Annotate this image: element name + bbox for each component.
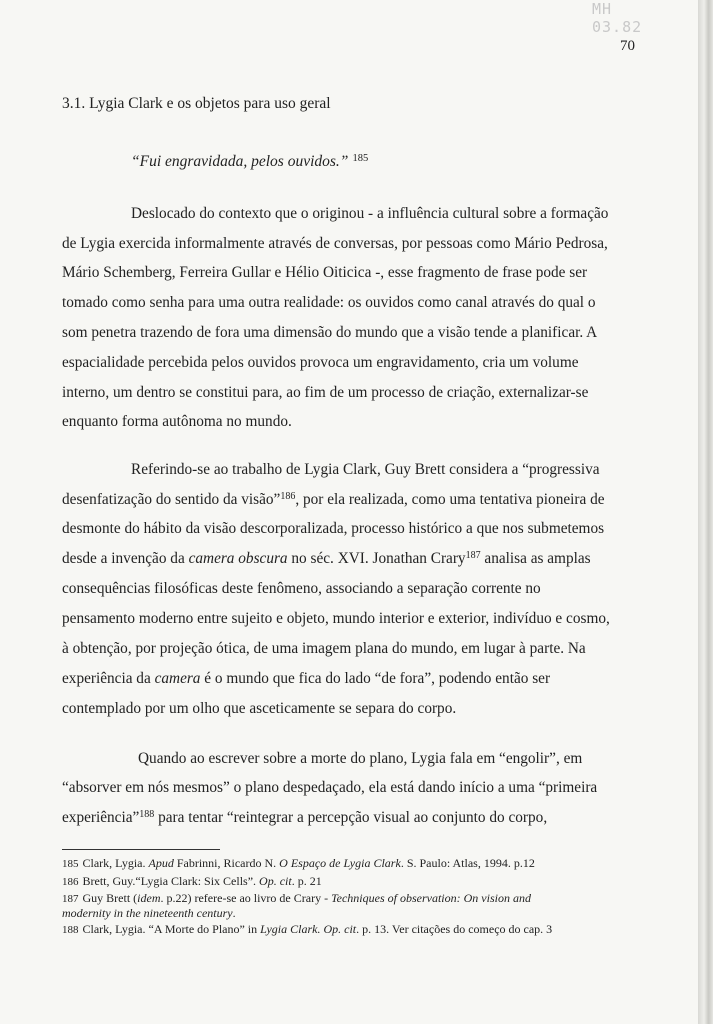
footnote-188: [62, 922, 552, 937]
footnote-divider: [62, 849, 220, 850]
text-run: no séc. XVI. Jonathan Crary: [287, 550, 466, 567]
footnote-number: 187: [62, 893, 79, 905]
paragraph-1-line: enquanto forma autônoma no mundo.: [62, 413, 292, 430]
paragraph-2-line: desmonte do hábito da visão descorporalizada, processo histórico a que nos submetemos: [62, 520, 605, 537]
paragraph-2-line: [62, 550, 591, 568]
footnote-ref-186[interactable]: 186: [280, 491, 296, 502]
text-run: analisa as amplas: [480, 550, 591, 567]
paragraph-1-line: espacialidade percebida pelos ouvidos provoca um engravidamento, cria um volume: [62, 354, 579, 371]
footnote-186: [62, 874, 322, 889]
paragraph-1-line: Mário Schemberg, Ferreira Gullar e Hélio Oiticica -, esse fragmento de frase pode ser: [62, 264, 588, 281]
text-run: Clark, Lygia. “A Morte do Plano” in: [82, 922, 261, 936]
paragraph-2-line: [62, 670, 550, 688]
archive-stamp: MH 03.82: [592, 0, 643, 36]
paragraph-2-line: contemplado por um olho que asceticamente se separa do corpo.: [62, 700, 457, 717]
text-run: Fabrinni, Ricardo N.: [173, 856, 280, 870]
text-run: é o mundo que fica do lado “de fora”, podendo então ser: [200, 670, 551, 687]
footnote-number: 188: [62, 924, 79, 936]
italic-term: Lygia Clark. Op. cit: [260, 922, 357, 936]
paragraph-2-line: [62, 491, 605, 509]
text-run: experiência da: [62, 670, 155, 687]
text-run: .: [232, 906, 236, 920]
paragraph-1-line: de Lygia exercida informalmente através de conversas, por pessoas como Mário Pedrosa,: [62, 235, 608, 252]
paragraph-3-line: [62, 809, 547, 827]
epigraph-ref: 185: [352, 153, 369, 164]
italic-term: modernity in the nineteenth century: [62, 906, 233, 920]
italic-term: camera: [154, 670, 201, 687]
text-run: . p.22) refere-se ao livro de Crary -: [160, 891, 332, 905]
paragraph-2-line: consequências filosóficas deste fenômeno, associando a separação corrente no: [62, 580, 541, 597]
italic-term: O Espaço de Lygia Clark: [279, 856, 401, 870]
paragraph-1-line: interno, um dentro se constitui para, ao fim de um processo de criação, externalizar-se: [62, 384, 589, 401]
italic-term: camera obscura: [188, 550, 288, 567]
text-run: . p. 13. Ver citações do começo do cap. 3: [356, 922, 553, 936]
footnote-ref-187[interactable]: 187: [465, 550, 481, 561]
footnote-187-continued: [62, 906, 236, 920]
text-run: experiência”: [62, 809, 140, 826]
italic-term: Apud: [148, 856, 174, 870]
epigraph-text: “Fui engravidada, pelos ouvidos.”: [131, 153, 349, 170]
paragraph-1-line: som penetra trazendo de fora uma dimensão do mundo que a visão tende a planificar. A: [62, 324, 598, 341]
text-run: . p. 21: [291, 874, 322, 888]
text-run: , por ela realizada, como uma tentativa pioneira de: [295, 491, 605, 508]
italic-term: Techniques of observation: On vision and: [331, 891, 531, 905]
paragraph-1-line: Deslocado do contexto que o originou - a influência cultural sobre a formação: [131, 205, 609, 222]
footnote-number: 185: [62, 858, 79, 870]
text-run: desenfatização do sentido da visão”: [62, 491, 281, 508]
text-run: desde a invenção da: [62, 550, 189, 567]
text-run: Brett, Guy.“Lygia Clark: Six Cells”.: [82, 874, 260, 888]
paragraph-3-line: Quando ao escrever sobre a morte do plano, Lygia fala em “engolir”, em: [138, 750, 583, 767]
paragraph-1-line: tomado como senha para uma outra realidade: os ouvidos como canal através do qual o: [62, 294, 596, 311]
section-title: 3.1. Lygia Clark e os objetos para uso geral: [62, 95, 331, 112]
page-edge: [698, 0, 713, 1024]
paragraph-2-line: Referindo-se ao trabalho de Lygia Clark, Guy Brett considera a “progressiva: [131, 461, 600, 478]
footnote-185: [62, 856, 535, 871]
paragraph-2-line: pensamento moderno entre sujeito e objeto, mundo interior e exterior, indivíduo e cosmo,: [62, 610, 610, 627]
text-run: . S. Paulo: Atlas, 1994. p.12: [400, 856, 535, 870]
footnote-187: [62, 891, 531, 906]
italic-term: Op. cit: [259, 874, 292, 888]
page-number: 70: [620, 38, 635, 54]
text-run: para tentar “reintegrar a percepção visual ao conjunto do corpo,: [154, 809, 548, 826]
paragraph-2-line: à obtenção, por projeção ótica, de uma imagem plana do mundo, em lugar à parte. Na: [62, 640, 586, 657]
italic-term: idem: [137, 891, 161, 905]
footnote-number: 186: [62, 876, 79, 888]
text-run: Guy Brett (: [82, 891, 138, 905]
epigraph: [131, 153, 368, 171]
text-run: Clark, Lygia.: [82, 856, 149, 870]
footnote-ref-188[interactable]: 188: [139, 809, 155, 820]
paragraph-3-line: “absorver em nós mesmos” o plano despedaçado, ela está dando início a uma “primeira: [62, 779, 598, 796]
